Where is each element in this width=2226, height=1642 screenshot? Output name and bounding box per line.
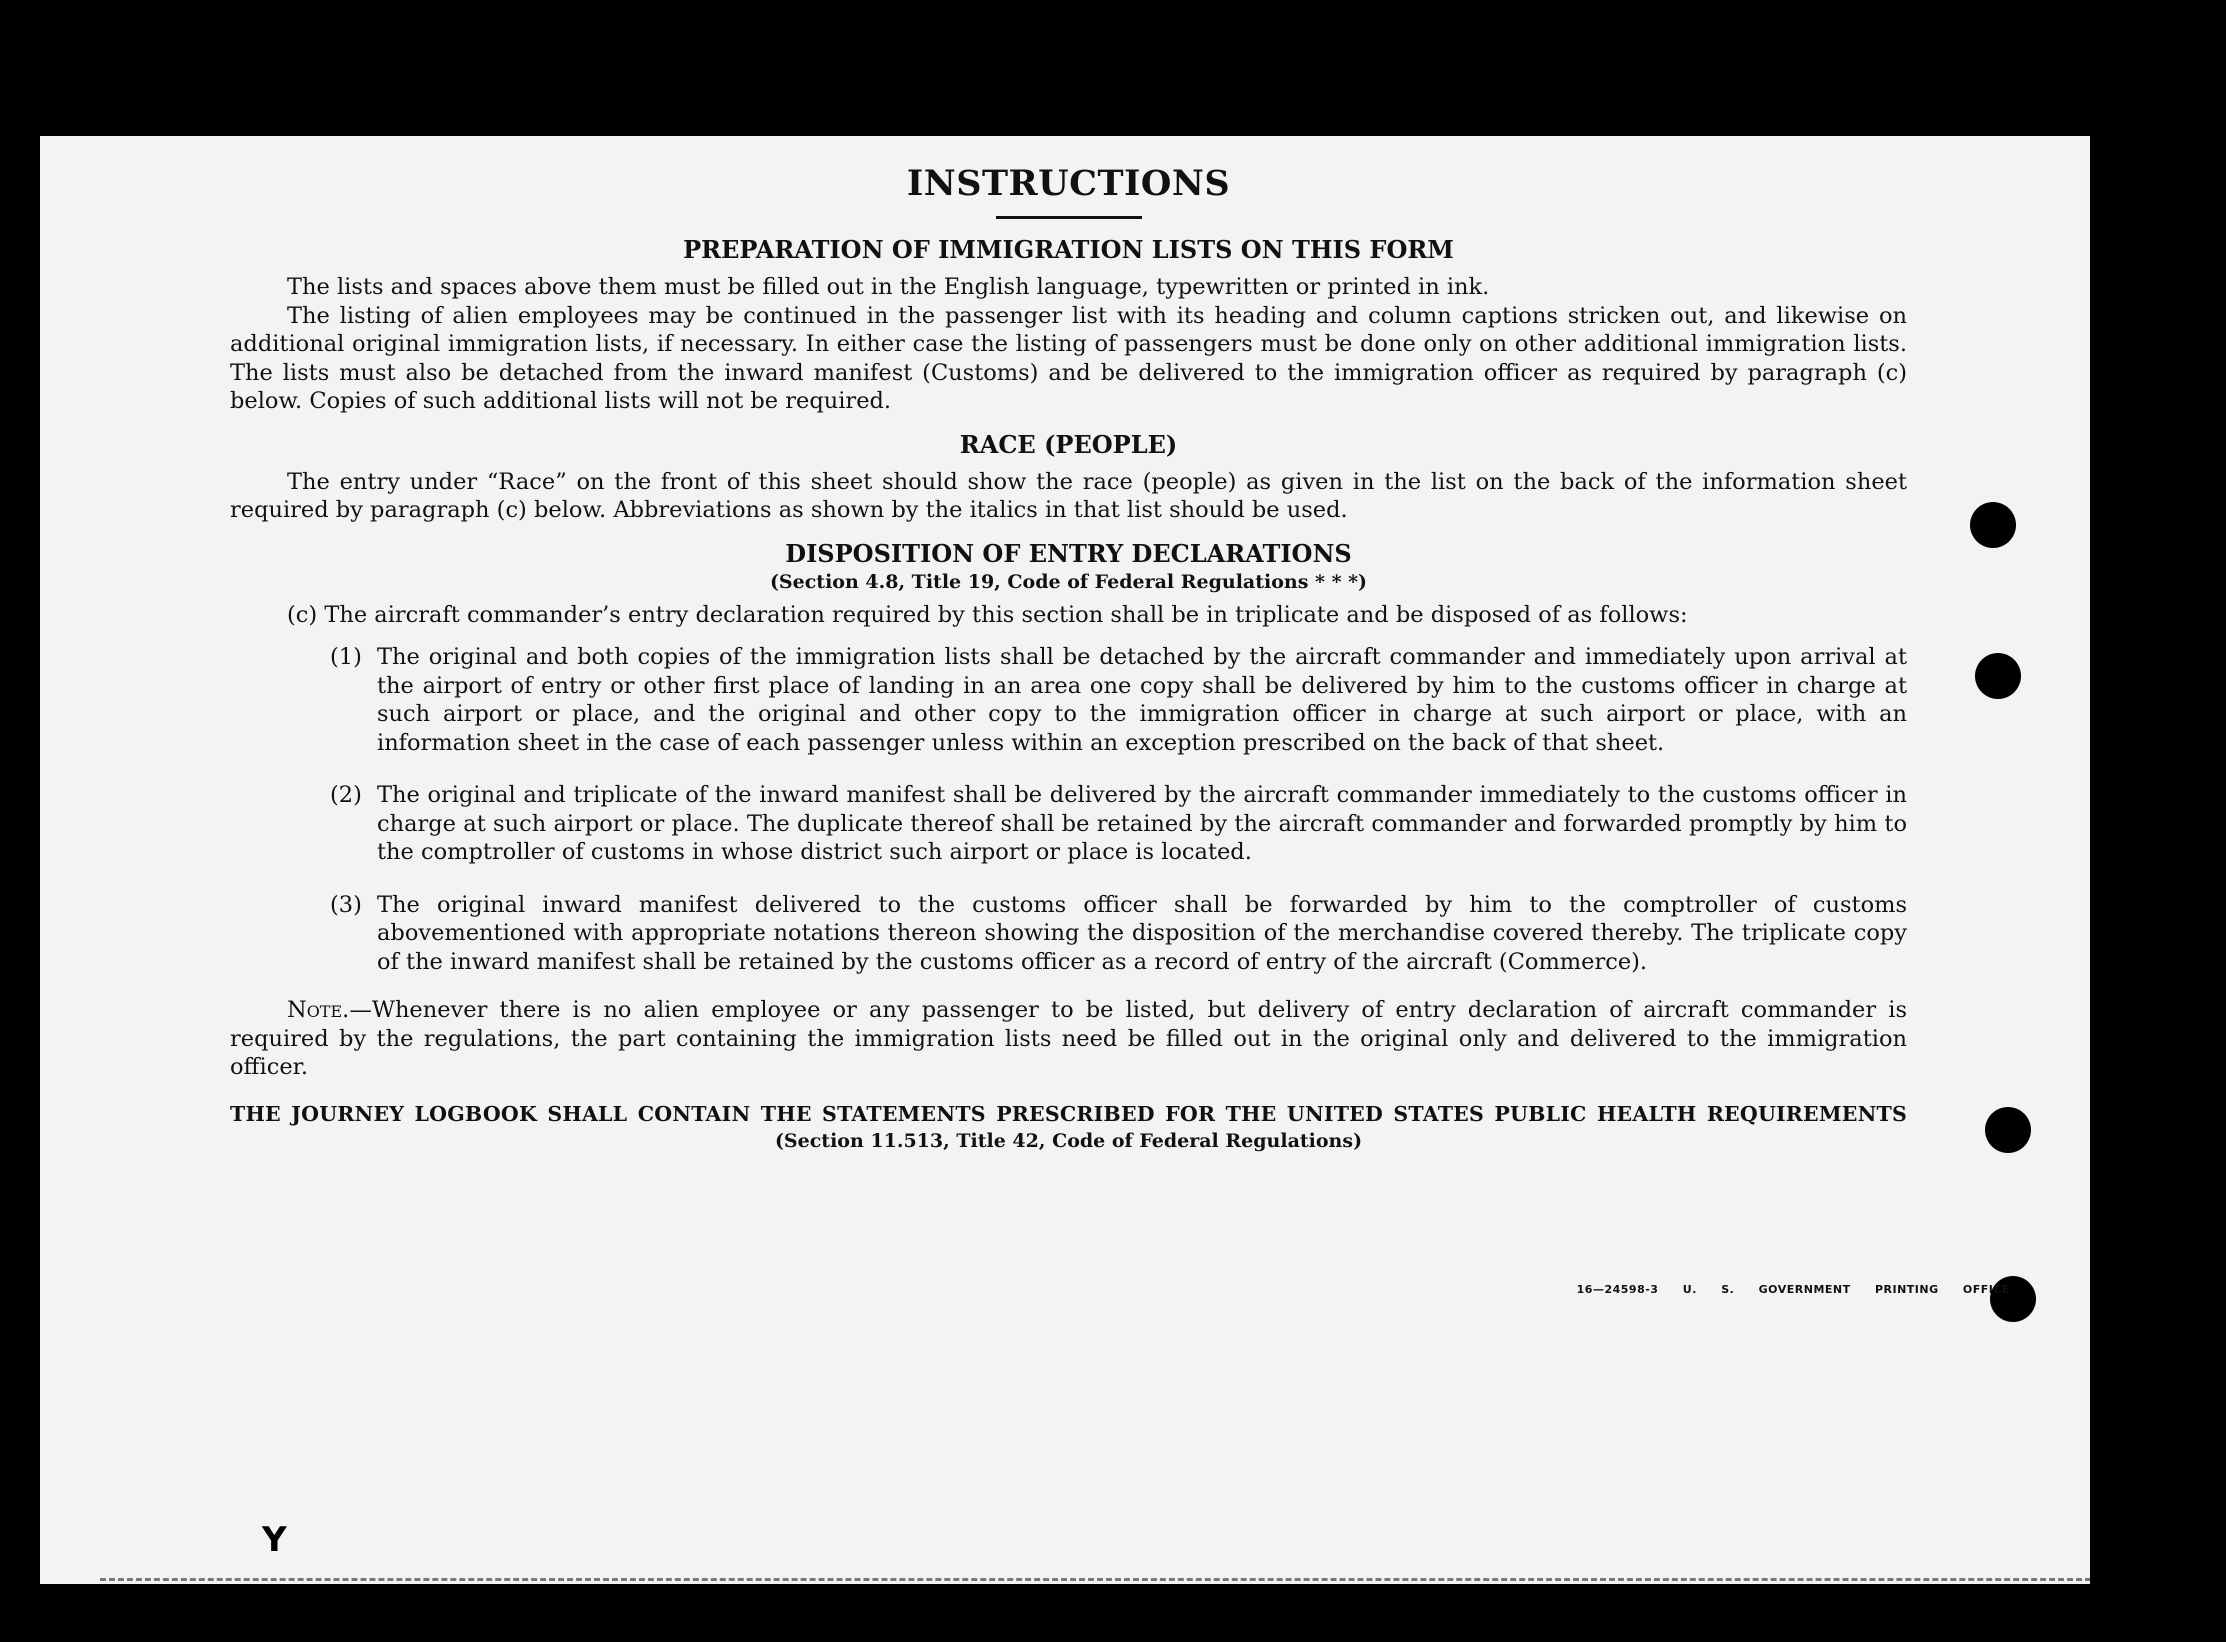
preparation-paragraph-2: The listing of alien employees may be continued in the passenger list with its heading and column captions stricken out, and likewise on additional original immigration lists, if necessary. In either case the listing of passengers must be done only on other additional immigration lists. The lists must also be detached from the inward manifest (Customs) and be delivered to the immigration officer as required by paragraph (c) below. Copies of such additional lists will not be required. (230, 302, 1907, 414)
preparation-paragraph-1: The lists and spaces above them must be filled out in the English language, typewritten or printed in ink. (287, 274, 1490, 300)
title-rule (996, 216, 1142, 219)
item-text: The original and both copies of the immigration lists shall be detached by the aircraft commander and immediately upon arrival at the airport of entry or other first place of landing in an area one copy shall be delivered by him to the customs officer in charge at such airport or place, and the original and other copy to the immigration officer in charge at such airport or place, with an information sheet in the case of each passenger unless within an exception prescribed on the back of that sheet. (377, 644, 1907, 756)
section-heading-disposition: DISPOSITION OF ENTRY DECLARATIONS (785, 538, 1352, 568)
disposition-citation: (Section 4.8, Title 19, Code of Federal Regulations * * *) (769, 570, 1368, 593)
perforation-line (100, 1578, 2090, 1581)
punch-hole-2 (1975, 653, 2021, 699)
race-paragraph: The entry under “Race” on the front of this sheet should show the race (people) as given in the list on the back of the information sheet required by paragraph (c) below. Abbreviations as shown by the italics in that list should be used. (230, 468, 1907, 523)
printer-imprint (1577, 1283, 2010, 1296)
disposition-intro (230, 601, 1907, 630)
document-page (40, 136, 2090, 1584)
form-number: 16—24598-3 (1576, 1283, 1659, 1296)
punch-hole-1 (1970, 502, 2016, 548)
item-number: (2) (330, 782, 362, 808)
item-number: (1) (330, 644, 362, 670)
instructions-body (230, 152, 1907, 1154)
page-title: INSTRUCTIONS (906, 163, 1231, 204)
punch-hole-3 (1985, 1107, 2031, 1153)
item-text: The original inward manifest delivered to the customs officer shall be forwarded by him to the comptroller of customs abovementioned with appropriate notations thereon showing the disposition of the merchandise covered thereby. The triplicate copy of the inward manifest shall be retained by the customs officer as a record of entry of the aircraft (Commerce). (377, 891, 1907, 975)
printing-office: U. S. GOVERNMENT PRINTING OFFICE (1682, 1283, 2010, 1296)
item-number: (3) (330, 891, 362, 918)
note-text: —Whenever there is no alien employee or any passenger to be listed, but delivery of entry declaration of aircraft commander is required by the regulations, the part containing the immigration lists need be filled out in the original only and delivered to the immigration officer. (230, 997, 1907, 1080)
public-health-citation: (Section 11.513, Title 42, Code of Federal Regulations) (774, 1129, 1363, 1152)
paragraph-c-text: The aircraft commander’s entry declaration required by this section shall be in triplicate and be disposed of as follows: (324, 601, 1688, 628)
note-label: Note. (287, 997, 350, 1023)
paragraph-c-label: (c) (287, 601, 318, 628)
section-heading-preparation: PREPARATION OF IMMIGRATION LISTS ON THIS FORM (683, 235, 1454, 264)
note-paragraph (230, 996, 1907, 1082)
disposition-item-3 (330, 891, 1907, 977)
disposition-item-2 (330, 781, 1907, 867)
item-text: The original and triplicate of the inward manifest shall be delivered by the aircraft commander immediately to the customs officer in charge at such airport or place. The duplicate thereof shall be retained by the aircraft commander and forwarded promptly by him to the comptroller of customs in whose district such airport or place is located. (377, 782, 1907, 865)
public-health-statement: THE JOURNEY LOGBOOK SHALL CONTAIN THE STATEMENTS PRESCRIBED FOR THE UNITED STATES PUBLIC HEALTH REQUIREMENTS (230, 1101, 1907, 1126)
disposition-item-1 (330, 643, 1907, 757)
handwritten-mark: Y (262, 1520, 287, 1560)
section-heading-race: RACE (PEOPLE) (959, 429, 1178, 459)
